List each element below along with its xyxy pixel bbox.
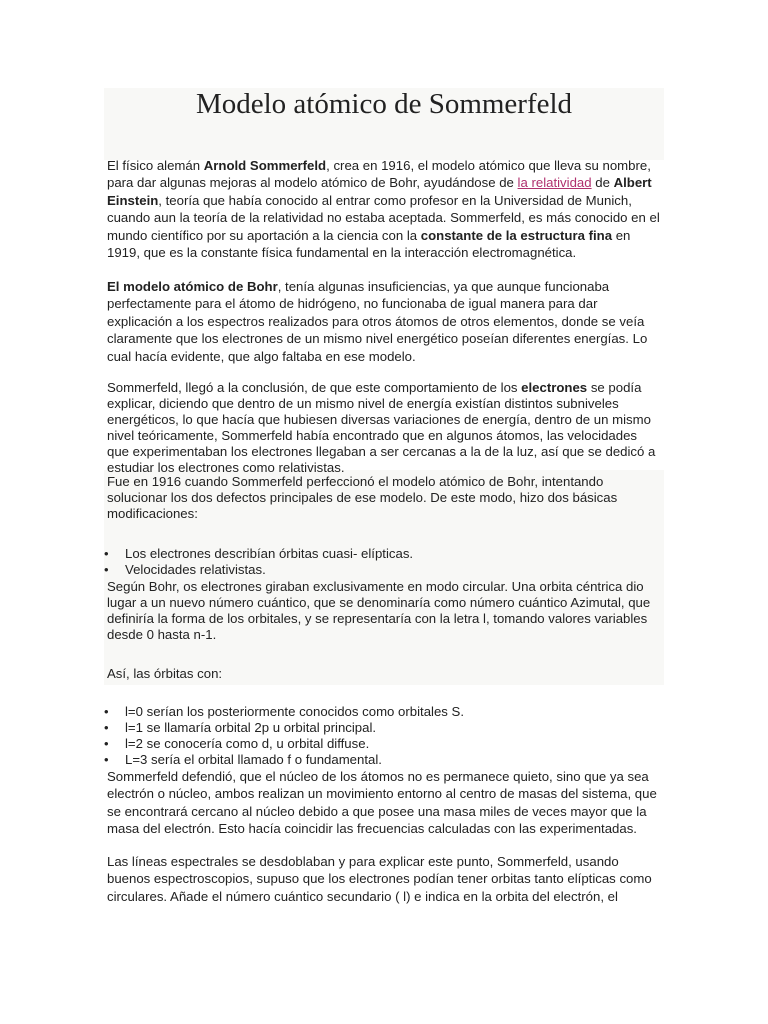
text-run: se podía explicar, diciendo que dentro de un mismo nivel de energía existían distintos subniveles energéticos, lo que hacía que hubiesen diversas variaciones de energía, dentro de un mismo nivel teóricamente, Sommerfeld había encontrado que en algunos átomos, las velocidades que experimentaban los electrones llegaban a ser cercanas a la de la luz, así que se dedicó a estudiar los electrones como relativistas. [107,380,656,475]
text-run: El físico alemán [107,158,204,173]
text-run: de [591,175,614,191]
text-run: , tenía algunas insuficiencias, ya que aunque funcionaba perfectamente para el átomo de hidrógeno, no funcionaba de igual manera para dar explicación a los espectros realizados para otros átomos de otros elementos, donde se veía claramente que los electrones de un mismo nivel energético poseían diferentes energías. Lo cual hacía evidente, que algo faltaba en ese modelo. [107,279,648,364]
bold-run: Arnold Sommerfeld [203,158,327,173]
paragraph-azimutal: Según Bohr, os electrones giraban exclusivamente en modo circular. Una orbita céntrica dio lugar a un nuevo número cuántico, que se denominaría como número cuántico Azimutal, que definiría la forma de los orbitales, y se representaría con la letra l, tomando valores variables desde 0 hasta n-1. [107,579,651,642]
list-item: • Los electrones describían órbitas cuasi- elípticas. [104,546,659,562]
paragraph-spectral-lines: Las líneas espectrales se desdoblaban y para explicar este punto, Sommerfeld, usando buenos espectroscopios, supuso que los electrones podían tener orbitas tanto elípticas como circulares. Añade el número cuántico secundario ( l) e indica en la orbita del electrón, el [107,854,652,904]
document-title: Modelo atómico de Sommerfeld [195,88,573,120]
orbitals-list [104,704,659,768]
text-run: , teoría que había conocido al entrar como profesor en la Universidad de Munich, cuando aun la teoría de la relatividad no estaba aceptada. Sommerfeld, es más conocido en el mundo científico por su aportación a la ciencia con la [107,192,660,243]
paragraph-conclusion [107,380,662,476]
relativity-link[interactable]: la relatividad [517,175,592,191]
bold-run: constante de la estructura fina [420,227,613,243]
bold-run: electrones [521,380,588,395]
modifications-list [104,546,659,578]
bold-run: Albert Einstein [107,175,652,208]
text-run: en 1919, que es la constante física fundamental en la interacción electromagnética. [107,227,631,261]
text-run: , crea en 1916, el modelo atómico que lleva su nombre, para dar algunas mejoras al modelo atómico de Bohr, ayudándose de [107,158,651,191]
paragraph-bohr [107,278,662,365]
bold-run: El modelo atómico de Bohr [107,279,278,294]
text-run: Sommerfeld, llegó a la conclusión, de que este comportamiento de los [107,380,522,395]
list-item: • l=0 serían los posteriormente conocidos como orbitales S. [104,704,659,720]
list-item: • Velocidades relativistas. [104,562,659,578]
list-item: • l=1 se llamaría orbital 2p u orbital principal. [104,720,659,736]
list-item: • L=3 sería el orbital llamado f o fundamental. [104,752,659,768]
paragraph-intro [107,157,662,261]
paragraph-1916: Fue en 1916 cuando Sommerfeld perfeccionó el modelo atómico de Bohr, intentando solucionar los dos defectos principales de ese modelo. De este modo, hizo dos básicas modificaciones: [107,474,618,521]
paragraph-orbitas: Así, las órbitas con: [107,666,223,681]
paragraph-nucleus: Sommerfeld defendió, que el núcleo de los átomos no es permanece quieto, sino que ya sea electrón o núcleo, ambos realizan un movimiento entorno al centro de masas del sistema, que se encontrará cercano al núcleo debido a que posee una masa miles de veces mayor que la masa del electrón. Esto hacía coincidir las frecuencias calculadas con las experimentadas. [107,769,657,837]
list-item: • l=2 se conocería como d, u orbital diffuse. [104,736,659,752]
